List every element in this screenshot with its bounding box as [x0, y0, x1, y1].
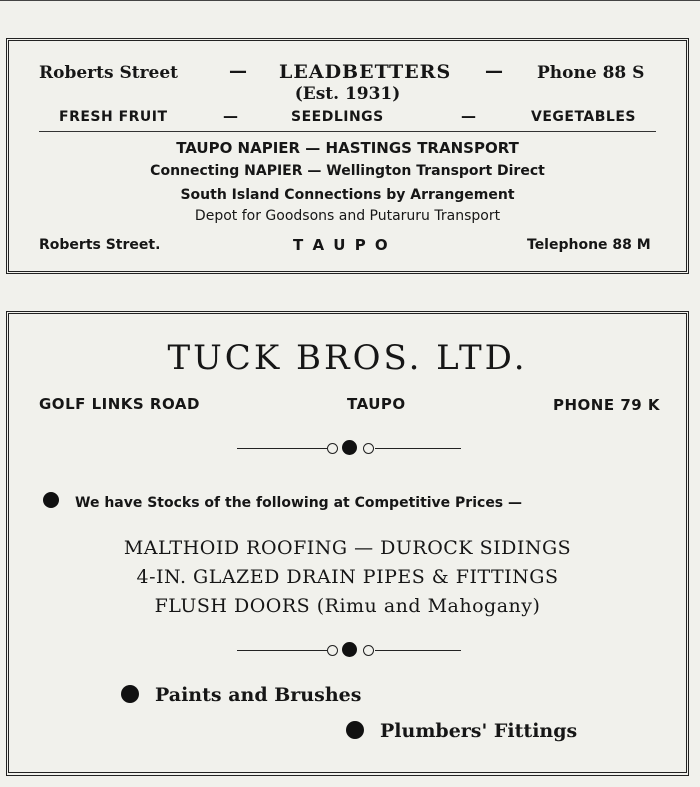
ring-ornament-icon — [327, 443, 338, 454]
top-rule — [0, 0, 700, 1]
footer-street: Roberts Street. — [39, 237, 161, 253]
bullet-icon — [43, 492, 59, 508]
transport-line-1: TAUPO NAPIER — HASTINGS TRANSPORT — [176, 139, 519, 157]
product-vegetables: VEGETABLES — [531, 109, 636, 125]
ring-ornament-icon — [363, 645, 374, 656]
leadbetters-advertisement — [6, 38, 689, 274]
leadbetters-established: (Est. 1931) — [294, 84, 401, 104]
transport-line-4: Depot for Goodsons and Putaruru Transport — [194, 208, 501, 224]
ornament-line — [237, 650, 327, 651]
dot-ornament-icon — [342, 440, 357, 455]
ornament-line — [237, 448, 327, 449]
tuck-bros-town: TAUPO — [347, 395, 406, 413]
tuck-bros-phone: PHONE 79 K — [553, 396, 661, 414]
leadbetters-street: Roberts Street — [39, 63, 179, 83]
product-dash-1: — — [223, 107, 238, 125]
footer-telephone: Telephone 88 M — [527, 237, 651, 253]
tuck-bros-name: TUCK BROS. LTD. — [167, 338, 528, 378]
leadbetters-dash-left: — — [229, 61, 247, 82]
tuck-bros-advertisement — [6, 311, 689, 776]
bullet-icon — [121, 685, 139, 703]
stock-line-3: FLUSH DOORS (Rimu and Mahogany) — [154, 595, 541, 617]
leadbetters-dash-right: — — [485, 61, 503, 82]
bullet-item-plumbers-text: Plumbers' Fittings — [380, 720, 578, 742]
ornament-divider-top — [9, 439, 686, 459]
stocks-intro — [43, 492, 522, 511]
footer-town: T A U P O — [293, 236, 390, 254]
ornament-line — [375, 448, 461, 449]
tuck-bros-address: GOLF LINKS ROAD — [39, 395, 200, 413]
ornament-divider-bottom — [9, 641, 686, 661]
product-dash-2: — — [461, 107, 476, 125]
bullet-item-paints-text: Paints and Brushes — [155, 684, 362, 706]
bullet-icon — [346, 721, 364, 739]
bullet-item-paints — [121, 684, 361, 706]
ring-ornament-icon — [327, 645, 338, 656]
product-fresh-fruit: FRESH FRUIT — [59, 109, 168, 125]
transport-line-2: Connecting NAPIER — Wellington Transport Direct — [150, 163, 545, 179]
leadbetters-name: LEADBETTERS — [279, 61, 452, 83]
bullet-item-plumbers — [346, 720, 577, 742]
ring-ornament-icon — [363, 443, 374, 454]
transport-line-3: South Island Connections by Arrangement — [180, 187, 515, 203]
dot-ornament-icon — [342, 642, 357, 657]
product-seedlings: SEEDLINGS — [291, 109, 384, 125]
ornament-line — [375, 650, 461, 651]
stock-line-2: 4-IN. GLAZED DRAIN PIPES & FITTINGS — [136, 566, 559, 588]
leadbetters-phone: Phone 88 S — [537, 63, 645, 83]
leadbetters-divider — [39, 131, 656, 132]
stock-line-1: MALTHOID ROOFING — DUROCK SIDINGS — [123, 537, 572, 559]
stocks-intro-text: We have Stocks of the following at Competitive Prices — — [75, 495, 523, 511]
